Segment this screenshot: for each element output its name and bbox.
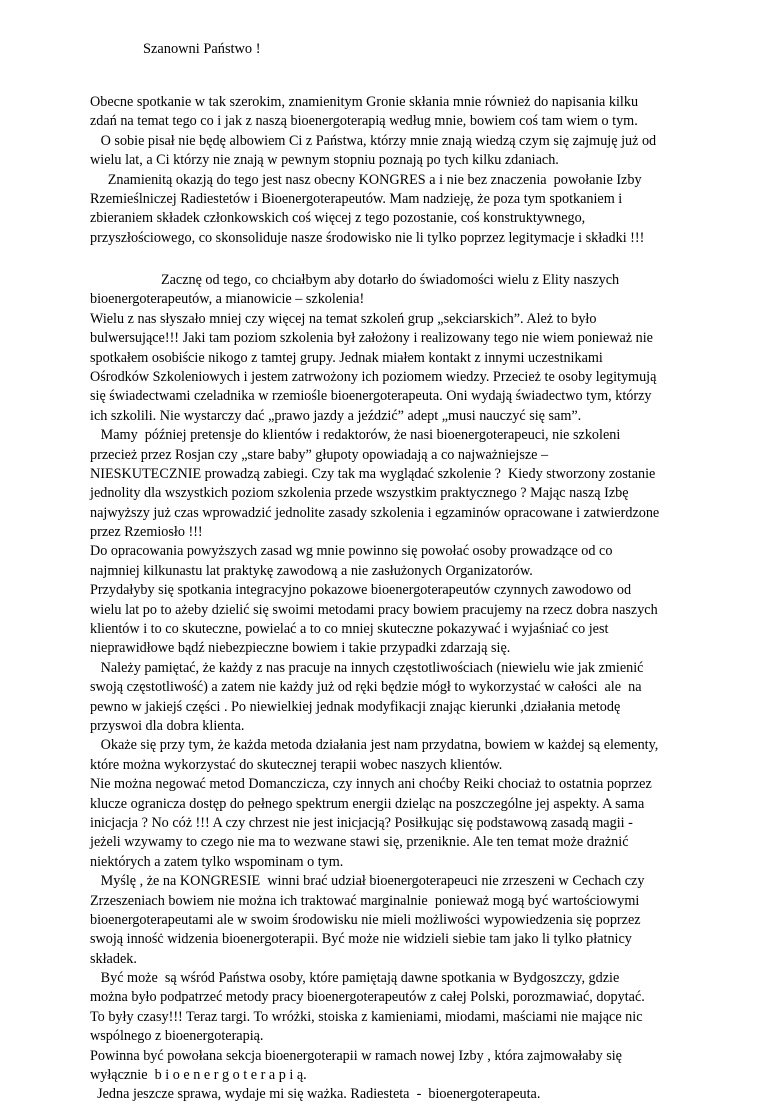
text-line: Rzemieślniczej Radiestetów i Bioenergoterapeutów. Mam nadzieję, że poza tym spotkaniem i — [90, 190, 623, 207]
text-line: bioenergoterapeutami ale w swoim środowisku nie mieli możliwości wypowiedzenia się poprzez — [90, 911, 641, 928]
text-line: Zrzeszeniach bowiem nie można ich traktować marginalnie ponieważ mogą być wartościowymi — [90, 892, 640, 909]
text-line: zbieraniem składek członkowskich coś więcej z tego pozostanie, coś konstruktywnego, — [90, 210, 586, 227]
text-line: wielu lat po to ażeby dzielić się swoimi metodami pracy bowiem pracujemy na rzecz dobra naszych — [90, 601, 658, 618]
text-line: przecież przez Rosjan czy „stare baby” głupoty opowiadają a co najważniejsze – — [90, 446, 549, 463]
text-line: swoją częstotliwość) a zatem nie każdy już od ręki będzie mógł to wykorzystać w całości ale na — [90, 679, 642, 696]
text-line: które można wykorzystać do skutecznej terapii wobec naszych klientów. — [90, 756, 503, 773]
text-line: najmniej kilkunastu lat praktykę zawodową a nie zasłużonych Organizatorów. — [90, 562, 533, 579]
text-line: klientów i to co skuteczne, powielać a to co mniej skuteczne pokazywać i wyjaśniać co jest — [90, 621, 609, 638]
text-line: przez Rzemiosło !!! — [90, 524, 203, 541]
text-line: składek. — [90, 950, 137, 967]
text-line: przyswoi dla dobra klienta. — [90, 717, 245, 734]
text-line: klucze ogranicza dostęp do pełnego spektrum energii dzieląc na poszczególne jej aspekty. A sama — [90, 795, 645, 812]
text-line: Zacznę od tego, co chciałbym aby dotarło do świadomości wielu z Elity naszych — [90, 272, 620, 288]
text-line: swoją innośċ widzenia bioenergoterapii. Być może nie widzieli siebie tam jako li tylko płatnicy — [90, 931, 632, 948]
text-line: wielu lat, a Ci którzy nie znają w pewnym stopniu poznają po tych kilku zdaniach. — [90, 152, 559, 169]
text-line: Mamy później pretensje do klientów i redaktorów, że nasi bioenergoterapeuci, nie szkoleni — [90, 427, 621, 444]
text-line: się świadectwami czeladnika w rzemiośle bioenergoterapeuta. Oni wydają świadectwo tym, którzy — [90, 388, 652, 405]
text-line: bioenergoterapeutów, a mianowicie – szkolenia! — [90, 291, 365, 308]
text-line: jeżeli wzywamy to czego nie ma to wezwane stawi się, przeniknie. Ale ten temat może drażnić — [90, 834, 629, 851]
paragraph-block-intro — [90, 93, 656, 248]
text-line: ich szkolili. Nie wystarczy dać „prawo jazdy a jeździć” adept „musi nauczyć się sam”. — [90, 407, 582, 424]
text-line: zdań na temat tego co i jak z naszą bioenergoterapią według mnie, bowiem coś tam wiem o tym. — [90, 113, 638, 130]
text-line: przyszłościowego, co skonsoliduje nasze środowisko nie li tylko poprzez legitymacje i składki !!! — [90, 229, 645, 246]
greeting-line: Szanowni Państwo ! — [143, 41, 261, 57]
text-line: To były czasy!!! Teraz targi. To wróżki, stoiska z kamieniami, miodami, maściami nie mające nic — [90, 1008, 643, 1025]
text-line: Myślę , że na KONGRESIE winni brać udział bioenergoterapeuci nie zrzeszeni w Cechach czy — [90, 873, 645, 890]
text-line: najwyższy już czas wprowadzić jednolite zasady szkolenia i egzaminów opracowane i zatwierdzone — [90, 504, 660, 521]
text-line: Powinna być powołana sekcja bioenergoterapii w ramach nowej Izby , która zajmowałaby się — [90, 1047, 622, 1064]
text-line: NIESKUTECZNIE prowadzą zabiegi. Czy tak ma wyglądać szkolenie ? Kiedy stworzony zostanie — [90, 465, 656, 482]
text-line: Obecne spotkanie w tak szerokim, znamienitym Gronie skłania mnie również do napisania kilku — [90, 94, 639, 110]
text-line: Okaże się przy tym, że każda metoda działania jest nam przydatna, bowiem w każdej są elementy, — [90, 737, 659, 754]
text-line: Nie można negować metod Domanczicza, czy innych ani choćby Reiki chociaż to ostatnia poprzez — [90, 776, 652, 793]
text-line: Ośrodków Szkoleniowych i jestem zatrwożony ich poziomem wiedzy. Przecież te osoby legitymują — [90, 368, 657, 385]
text-line: pewno w jakiejś części . Po niewielkiej jednak modyfikacji znając kierunki ,działania metodę — [90, 698, 621, 715]
text-line: wspólnego z bioenergoterapią. — [90, 1028, 264, 1045]
text-line: spotkałem osobiście nikogo z tamtej grupy. Jednak miałem kontakt z innymi uczestnikami — [90, 349, 603, 366]
text-line: Znamienitą okazją do tego jest nasz obecny KONGRES a i nie bez znaczenia powołanie Izby — [90, 171, 642, 188]
text-line: nieprawidłowe bądź niebezpieczne bowiem i takie przypadki zdarzają się. — [90, 640, 511, 657]
text-line: Przydałyby się spotkania integracyjno pokazowe bioenergoterapeutów czynnych zawodowo od — [90, 582, 632, 599]
text-line: jednolity dla wszystkich poziom szkolenia przede wszystkim praktycznego ? Mając naszą Izbę — [90, 485, 629, 502]
text-line: Należy pamiętać, że każdy z nas pracuje na innych częstotliwościach (niewielu wie jak zmienić — [90, 659, 644, 676]
text-line: inicjacja ? No cóż !!! A czy chrzest nie jest inicjacją? Posiłkując się podstawową zasadą magii - — [90, 814, 633, 831]
text-line: można było podpatrzeć metody pracy bioenergoterapeutów z całej Polski, porozmawiać, dopytać. — [90, 989, 645, 1006]
text-line: wyłącznie b i o e n e r g o t e r a p i ą. — [90, 1067, 307, 1084]
text-line: Do opracowania powyższych zasad wg mnie powinno się powołać osoby prowadzące od co — [90, 543, 613, 560]
paragraph-block-main — [90, 271, 659, 1105]
text-line: bulwersujące!!! Jaki tam poziom szkolenia był założony i realizowany tego nie wiem ponieważ nie — [90, 330, 653, 347]
text-line: niektórych a zatem tylko wspominam o tym. — [90, 853, 344, 870]
text-line: Jedna jeszcze sprawa, wydaje mi się ważka. Radiesteta - bioenergoterapeuta. — [90, 1086, 541, 1103]
text-line: O sobie pisał nie będę albowiem Ci z Państwa, którzy mnie znają wiedzą czym się zajmuję już od — [90, 132, 657, 149]
text-line: Być może są wśród Państwa osoby, które pamiętają dawne spotkania w Bydgoszczy, gdzie — [90, 970, 620, 987]
text-line: Wielu z nas słyszało mniej czy więcej na temat szkoleń grup „sekciarskich”. Ależ to było — [90, 310, 597, 327]
